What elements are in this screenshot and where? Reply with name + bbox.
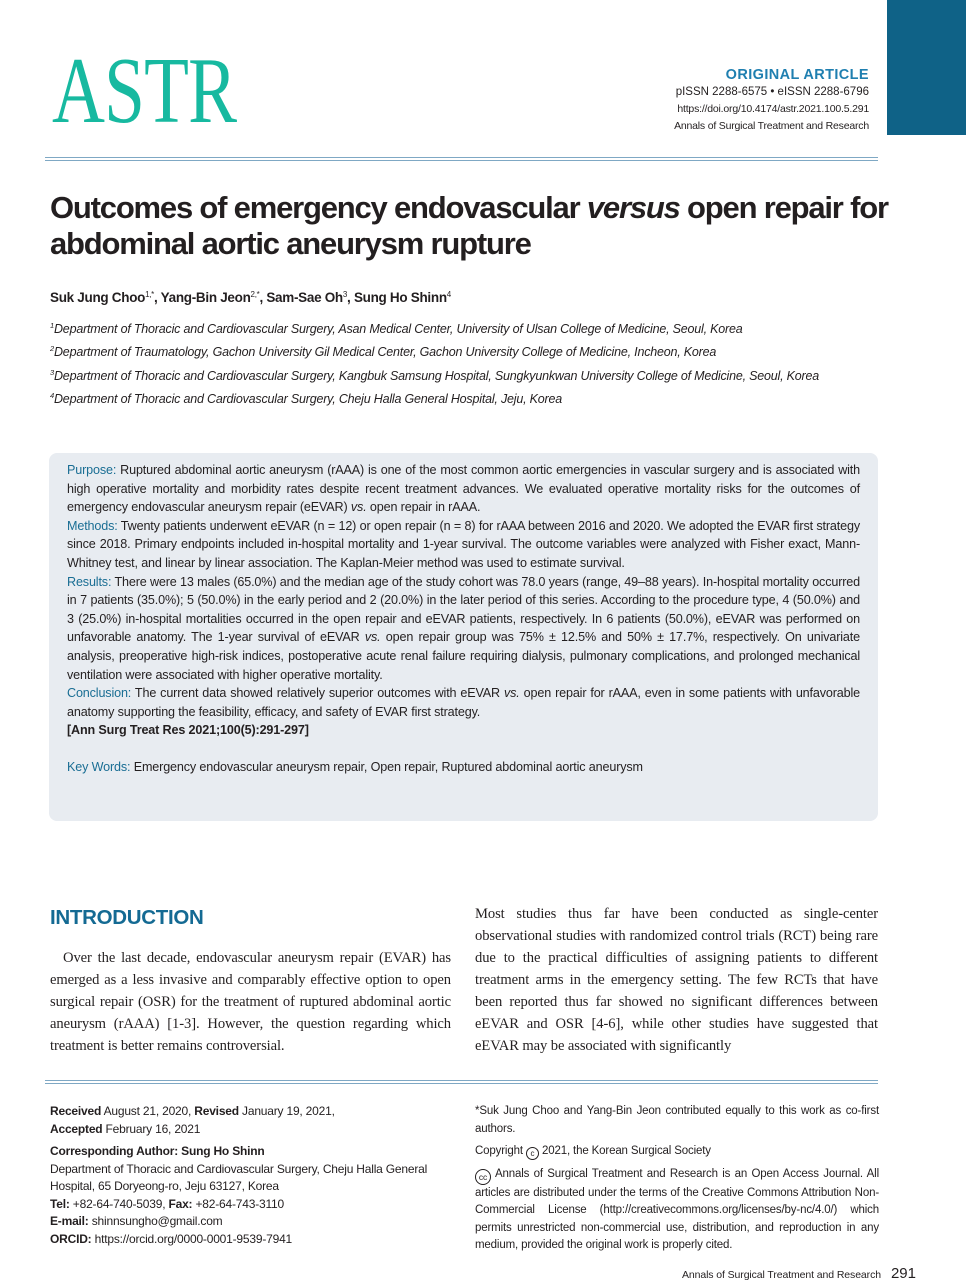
orcid-link[interactable]: https://orcid.org/0000-0001-9539-7941 [91,1231,293,1246]
copyright-icon: c [526,1147,539,1160]
keywords-label: Key Words: [67,759,131,774]
telephone: +82-64-740-5039, [69,1196,169,1211]
abstract-keywords: Key Words: Emergency endovascular aneurysm repair, Open repair, Ruptured abdominal aortic aneurysm [67,759,643,774]
copyright: Copyright c 2021, the Korean Surgical Society [475,1145,711,1158]
title-italic: versus [586,190,680,225]
author: Sung Ho Shinn$^4$ [353,290,451,305]
purpose-label: Purpose: [67,463,117,477]
author: Sam-Sae Oh$^3$, [266,290,354,305]
results-label: Results: [67,574,112,589]
affiliation-list [50,316,885,409]
creative-commons-icon: cc [475,1169,491,1185]
abstract-box [49,453,878,821]
article-header-info [674,66,869,135]
fax: +82-64-743-3110 [192,1196,284,1211]
email-link[interactable]: shinnsungho@gmail.com [88,1214,223,1228]
author: Suk Jung Choo$^{1,*}$, [50,290,161,305]
author: Yang-Bin Jeon$^{2,*}$, [160,290,267,305]
page-footer [682,1265,916,1282]
author-list [50,290,451,305]
abstract-purpose: Purpose: Ruptured abdominal aortic aneurysm (rAAA) is one of the most common aortic emergencies in vascular surgery and is associated with high operative mortality and morbidity rates despite recent treatment advances. We evaluated operative mortality risks for the outcomes of emergency endovascular aneurysm repair (eEVAR) vs. open repair in rAAA. [67,463,860,515]
corresponding-address: Department of Thoracic and Cardiovascular Surgery, Cheju Halla General Hospital, 65 Doryeong-ro, Jeju 63127, Korea [50,1161,428,1193]
cofirst-author-note: *Suk Jung Choo and Yang-Bin Jeon contributed equally to this work as co-first authors. [475,1105,879,1135]
page-number: 291 [890,1265,916,1282]
title-part-2: open repair for abdominal aortic aneurysm rupture [50,190,888,261]
affiliation: $^2$Department of Traumatology, Gachon University Gil Medical Center, Gachon University College of Medicine, Incheon, Korea [50,344,717,360]
footer-divider [45,1080,878,1084]
affiliation: $^4$Department of Thoracic and Cardiovascular Surgery, Cheju Halla General Hospital, Jeju, Korea [50,390,562,406]
footer-journal-name: Annals of Surgical Treatment and Research [681,1269,881,1281]
affiliation: $^3$Department of Thoracic and Cardiovascular Surgery, Kangbuk Samsung Hospital, Sungkyunkwan University College of Medicine, Seoul, Korea [50,367,820,383]
introduction-right-column: Most studies thus far have been conducted as single-center observational studies with randomized control trials (RCT) being rare due to the practical difficulties of assigning patients to different treatment arms in the emergency setting. The few RCTs that have been reported thus far showed no significant differences between eEVAR and OSR [4-6], while other studies have suggested that eEVAR may be associated with significantly [475,906,878,1054]
doi-link[interactable]: https://doi.org/10.4174/astr.2021.100.5.291 [677,103,869,115]
article-notes [475,1103,879,1255]
corresponding-author: Corresponding Author: Sung Ho Shinn Department of Thoracic and Cardiovascular Surgery, Cheju Halla General Hospital, 65 Doryeong-ro, Jeju 63127, Korea Tel: +82-64-740-5039, Fax: +82-64-743-3110 E-mail: shinnsungho@gmail.com ORCID: https://orcid.org/0000-0001-9539-7941 [50,1144,428,1246]
journal-corner-tab [887,0,966,135]
introduction-heading: INTRODUCTION [50,906,204,929]
introduction-left-column: Over the last decade, endovascular aneurysm repair (EVAR) has emerged as a less invasive and comparably effective option to open surgical repair (OSR) for the treatment of ruptured abdominal aortic aneurysm (rAAA) [1-3]. However, the question regarding which treatment is better remains controversial. [50,950,451,1054]
journal-name: Annals of Surgical Treatment and Research [674,120,869,132]
article-type: ORIGINAL ARTICLE [725,67,869,83]
header-divider [45,157,878,161]
issn: pISSN 2288-6575 • eISSN 2288-6796 [675,86,869,98]
journal-logo: ASTR [52,39,237,143]
abstract-methods: Methods: Twenty patients underwent eEVAR (n = 12) or open repair (n = 8) for rAAA between 2016 and 2020. We adopted the EVAR first strategy since 2018. Primary endpoints included in-hospital mortality and 1-year survival. The outcome variables were analyzed with Fisher exact, Mann-Whitney test, and linear by linear association. The Kaplan-Meier method was used to estimate survival. [67,518,860,570]
title-part-1: Outcomes of emergency endovascular [50,190,587,225]
corresponding-author-label: Corresponding Author: Sung Ho Shinn [50,1144,265,1158]
license-statement: cc Annals of Surgical Treatment and Research is an Open Access Journal. All articles are distributed under the terms of the Creative Commons Attribution Non-Commercial License (http://creativecommons.org/licenses/by-nc/4.0/) which permits unrestricted non-commercial use, distribution, and reproduction in any medium, provided the original work is properly cited. [475,1167,879,1251]
affiliation: $^1$Department of Thoracic and Cardiovascular Surgery, Asan Medical Center, University of Ulsan College of Medicine, Seoul, Korea [50,321,743,336]
abstract-conclusion: Conclusion: The current data showed relatively superior outcomes with eEVAR vs. open repair for rAAA, even in some patients with unfavorable anatomy supporting the feasibility, efficacy, and safety of EVAR first strategy. [67,686,860,719]
abstract-results: Results: There were 13 males (65.0%) and the median age of the study cohort was 78.0 years (range, 49–88 years). In-hospital mortality occurred in 7 patients (35.0%); 5 (50.0%) in the early period and 2 (20.0%) in the later period of this series. According to the procedure type, 4 (50.0%) and 3 (25.0%) in-hospital mortalities occurred in the open repair and eEVAR patients, respectively. In 6 patients (50.0%), eEVAR was performed on unfavorable anatomy. The 1-year survival of eEVAR vs. open repair group was 75% ± 12.5% and 50% ± 17.7%, respectively. On univariate analysis, preoperative high-risk indices, postoperative acute renal failure requiring dialysis, pulmonary complications, and prolonged mechanical ventilation were associated with higher operative mortality. [67,574,860,682]
abstract-citation: [Ann Surg Treat Res 2021;100(5):291-297] [67,723,309,738]
article-dates: Received August 21, 2020, Revised January 19, 2021, Accepted February 16, 2021 [50,1104,335,1136]
article-title [50,190,890,262]
article-dates-and-correspondence [50,1103,455,1248]
methods-label: Methods: [67,518,118,533]
conclusion-label: Conclusion: [67,686,132,701]
